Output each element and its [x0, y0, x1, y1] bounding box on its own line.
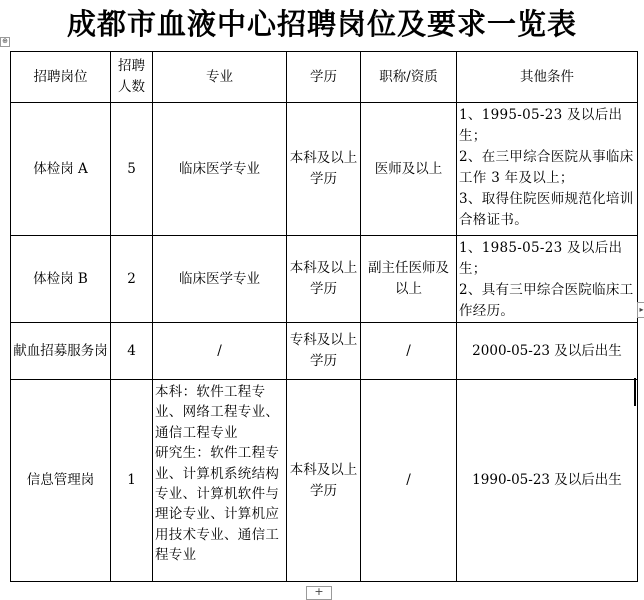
- add-row-button[interactable]: +: [306, 586, 332, 600]
- cell-position: 献血招募服务岗: [11, 323, 111, 380]
- side-expand-icon[interactable]: ▸: [637, 302, 644, 318]
- recruitment-table: [10, 51, 638, 582]
- text-cursor: [634, 378, 636, 406]
- table-row: [11, 323, 638, 380]
- cell-education: 本科及以上学历: [287, 380, 361, 582]
- cell-major: 临床医学专业: [153, 103, 287, 236]
- cell-title-qualification: /: [361, 380, 457, 582]
- header-major: 专业: [153, 52, 287, 103]
- page-title: 成都市血液中心招聘岗位及要求一览表: [66, 7, 577, 41]
- cell-position: 体检岗 B: [11, 236, 111, 323]
- cell-count: 2: [111, 236, 153, 323]
- cell-count: 4: [111, 323, 153, 380]
- table-header-row: [11, 52, 638, 103]
- cell-title-qualification: 副主任医师及以上: [361, 236, 457, 323]
- header-title-qualification: 职称/资质: [361, 52, 457, 103]
- cell-major: 本科：软件工程专业、网络工程专业、通信工程专业 研究生：软件工程专业、计算机系统结构专业、计算机软件与理论专业、计算机应用技术专业、通信工程专业: [153, 380, 287, 582]
- cell-other-requirements: 1、1985-05-23 及以后出生； 2、具有三甲综合医院临床工作经历。: [457, 236, 638, 323]
- cell-position: 体检岗 A: [11, 103, 111, 236]
- cell-education: 本科及以上学历: [287, 236, 361, 323]
- cell-education: 专科及以上学历: [287, 323, 361, 380]
- header-count: 招聘人数: [111, 52, 153, 103]
- cell-other-requirements: 1、1995-05-23 及以后出生； 2、在三甲综合医院从事临床工作 3 年及以上； 3、取得住院医师规范化培训合格证书。: [457, 103, 638, 236]
- cell-title-qualification: /: [361, 323, 457, 380]
- table-row: [11, 103, 638, 236]
- cell-position: 信息管理岗: [11, 380, 111, 582]
- cell-title-qualification: 医师及以上: [361, 103, 457, 236]
- table-row: [11, 236, 638, 323]
- cell-major: 临床医学专业: [153, 236, 287, 323]
- cell-major: /: [153, 323, 287, 380]
- table-row: [11, 380, 638, 582]
- cell-other-requirements: 1990-05-23 及以后出生: [457, 380, 638, 582]
- cell-count: 1: [111, 380, 153, 582]
- header-position: 招聘岗位: [11, 52, 111, 103]
- cell-education: 本科及以上学历: [287, 103, 361, 236]
- header-education: 学历: [287, 52, 361, 103]
- cell-count: 5: [111, 103, 153, 236]
- cell-other-requirements: 2000-05-23 及以后出生: [457, 323, 638, 380]
- header-other-requirements: 其他条件: [457, 52, 638, 103]
- table-move-handle-icon[interactable]: ⊕: [0, 37, 10, 47]
